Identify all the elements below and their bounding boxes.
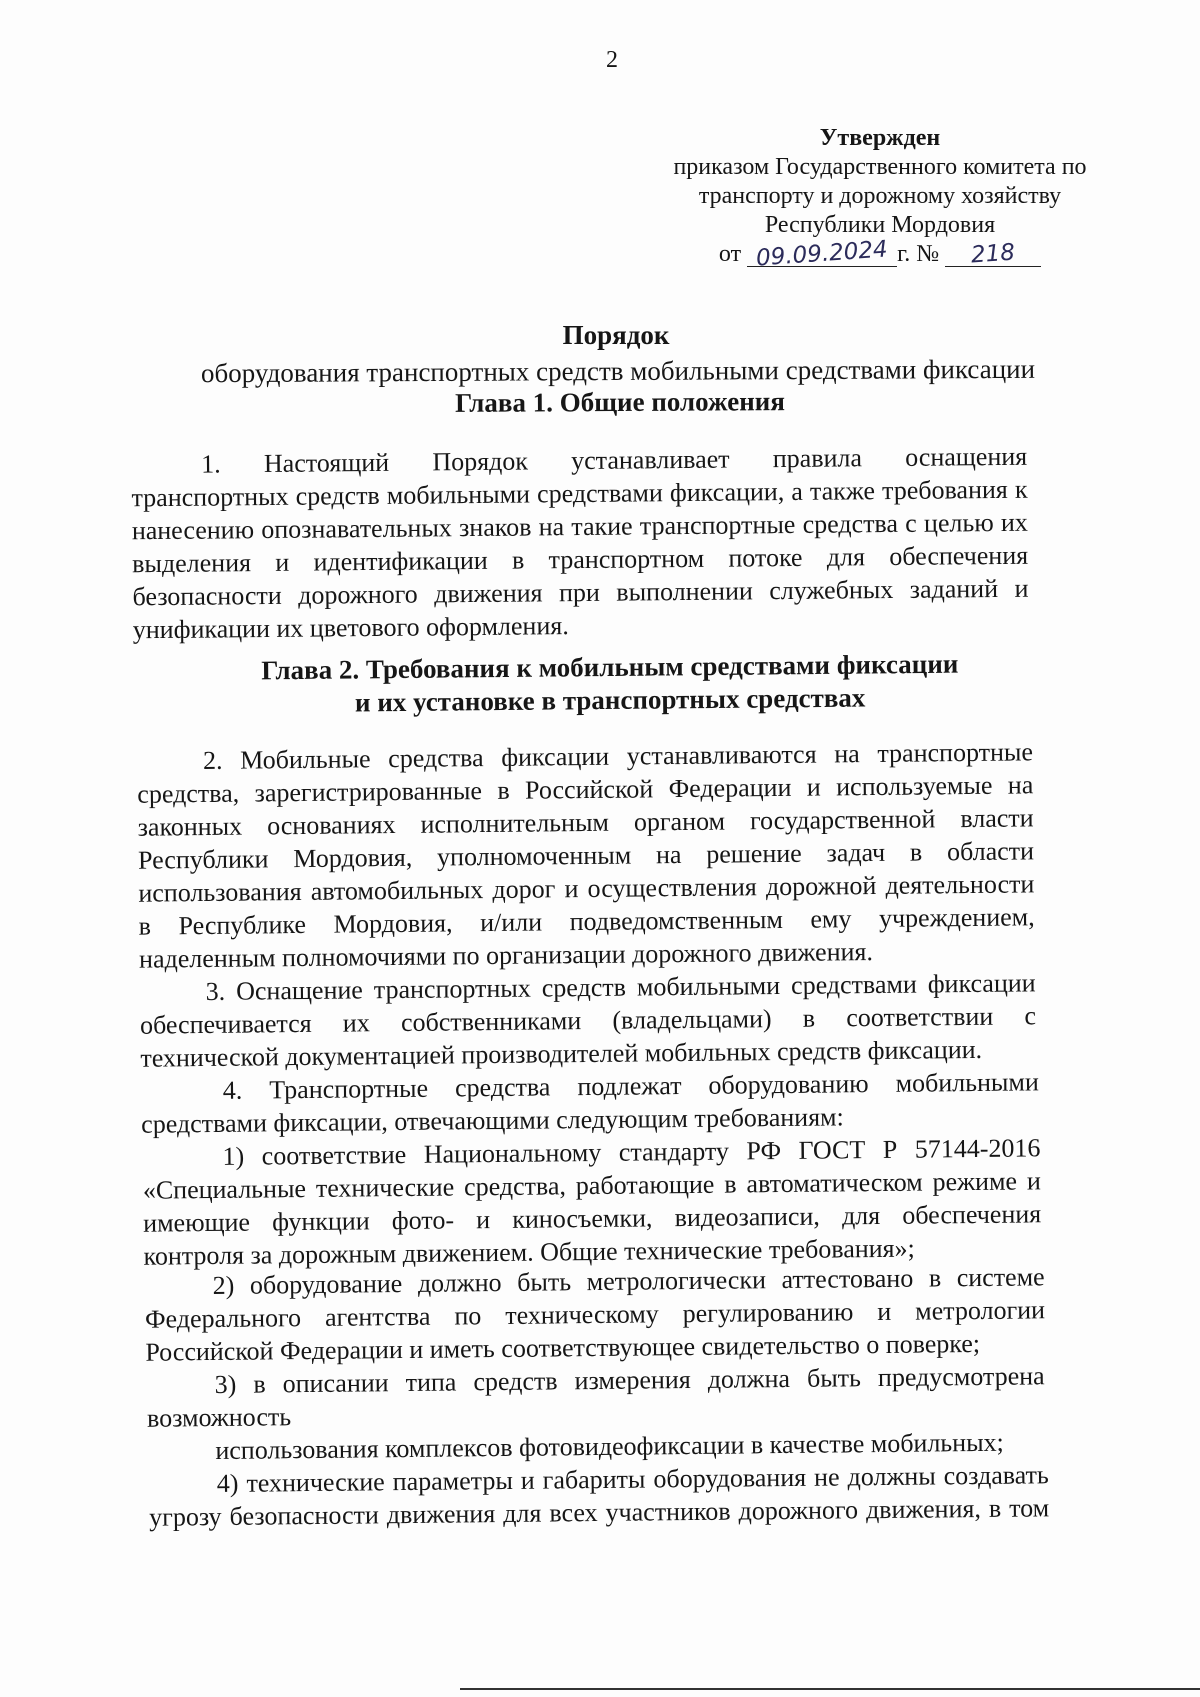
approval-line-3: Республики Мордовия (764, 212, 996, 238)
paragraph-line: Федерального агентства по техническому регулированию и метрологии (144, 1295, 1046, 1334)
paragraph-line: средствами фиксации, отвечающими следующим требованиям: (141, 1102, 844, 1139)
chapter-2-heading-line-1: Глава 2. Требования к мобильным средствами фиксации (261, 648, 959, 686)
approval-line-1: приказом Государственного комитета по (673, 154, 1087, 180)
paragraph-line: в Республике Мордовия, и/или подведомственным ему учреждением, (138, 902, 1035, 941)
scan-edge-line (460, 1688, 1200, 1690)
handwritten-date: 09.09.2024 (747, 242, 897, 267)
paragraph-line: 4. Транспортные средства подлежат оборудованию мобильными (222, 1067, 1039, 1105)
chapter-2-heading-line-2: и их установке в транспортных средствах (354, 682, 866, 718)
paragraph-line: 1. Настоящий Порядок устанавливает правила оснащения (201, 441, 1028, 479)
paragraph-line: унификации их цветового оформления. (132, 611, 569, 645)
approval-line-2: транспорту и дорожному хозяйству (698, 183, 1062, 209)
paragraph-line: «Специальные технические средства, работающие в автоматическом режиме и (142, 1166, 1041, 1205)
paragraph-line: транспортных средств мобильными средствами фиксации, а также требования к (131, 474, 1028, 513)
paragraph-line: Республики Мордовия, уполномоченным на решение задач в области (137, 836, 1035, 875)
paragraph-line: средства, зарегистрированные в Российской Федерации и используемые на (137, 770, 1034, 809)
paragraph-line: выделения и идентификации в транспортном потоке для обеспечения (132, 540, 1029, 579)
approval-stamp-block (660, 124, 1100, 272)
approval-date-line (660, 236, 1100, 272)
paragraph-4 (141, 1065, 1040, 1140)
document-subtitle: оборудования транспортных средств мобильными средствами фиксации (200, 353, 1036, 389)
paragraph-line: нанесению опознавательных знаков на такие транспортные средства с целью их (131, 507, 1028, 546)
paragraph-1 (131, 440, 1029, 647)
paragraph-line: использования комплексов фотовидеофиксации в качестве мобильных; (215, 1427, 1004, 1465)
date-prefix: от (718, 241, 742, 267)
paragraph-line: Российской Федерации и иметь соответствующее свидетельство о поверке; (145, 1328, 981, 1367)
approval-title: Утвержден (819, 125, 941, 151)
paragraph-line: возможность (146, 1402, 292, 1433)
document-title: Порядок (562, 320, 670, 350)
paragraph-line: 2. Мобильные средства фиксации устанавливаются на транспортные (202, 737, 1034, 776)
paragraph-line: 3. Оснащение транспортных средств мобильными средствами фиксации (205, 968, 1036, 1007)
list-item-3 (147, 1359, 1046, 1467)
date-suffix: г. № (897, 241, 940, 267)
paragraph-line: 4) технические параметры и габариты оборудования не должны создавать (216, 1460, 1049, 1499)
paragraph-2 (137, 735, 1035, 975)
chapter-2-heading (205, 647, 1016, 721)
paragraph-line: технической документацией производителей мобильных средств фиксации. (140, 1034, 983, 1073)
paragraph-line: обеспечивается их собственниками (владельцами) в соответствии с (139, 1001, 1037, 1040)
paragraph-3 (140, 966, 1037, 1074)
paragraph-line: использования автомобильных дорог и осуществления дорожной деятельности (138, 869, 1035, 908)
chapter-1-heading: Глава 1. Общие положения (455, 386, 785, 418)
paragraph-line: 3) в описании типа средств измерения должна быть предусмотрена (214, 1361, 1045, 1399)
handwritten-order-number: 218 (945, 242, 1041, 267)
paragraph-line: законных основаниях исполнительным органом государственной власти (137, 803, 1034, 842)
paragraph-line: имеющие функции фото- и киносъемки, видеозаписи, для обеспечения (143, 1199, 1042, 1238)
paragraph-line: 1) соответствие Национальному стандарту РФ ГОСТ Р 57144-2016 (222, 1133, 1041, 1171)
paragraph-line: контроля за дорожным движением. Общие технические требования»; (143, 1233, 915, 1271)
list-item-1 (142, 1131, 1041, 1272)
page-number: 2 (606, 47, 618, 73)
paragraph-line: безопасности дорожного движения при выполнении служебных заданий и (132, 573, 1029, 612)
list-item-2 (145, 1260, 1046, 1368)
list-item-4 (149, 1458, 1050, 1533)
paragraph-line: 2) оборудование должно быть метрологически аттестовано в системе (212, 1262, 1045, 1301)
paragraph-line: угрозу безопасности движения для всех участников дорожного движения, в том (149, 1493, 1050, 1532)
paragraph-line: наделенным полномочиями по организации дорожного движения. (138, 937, 874, 974)
